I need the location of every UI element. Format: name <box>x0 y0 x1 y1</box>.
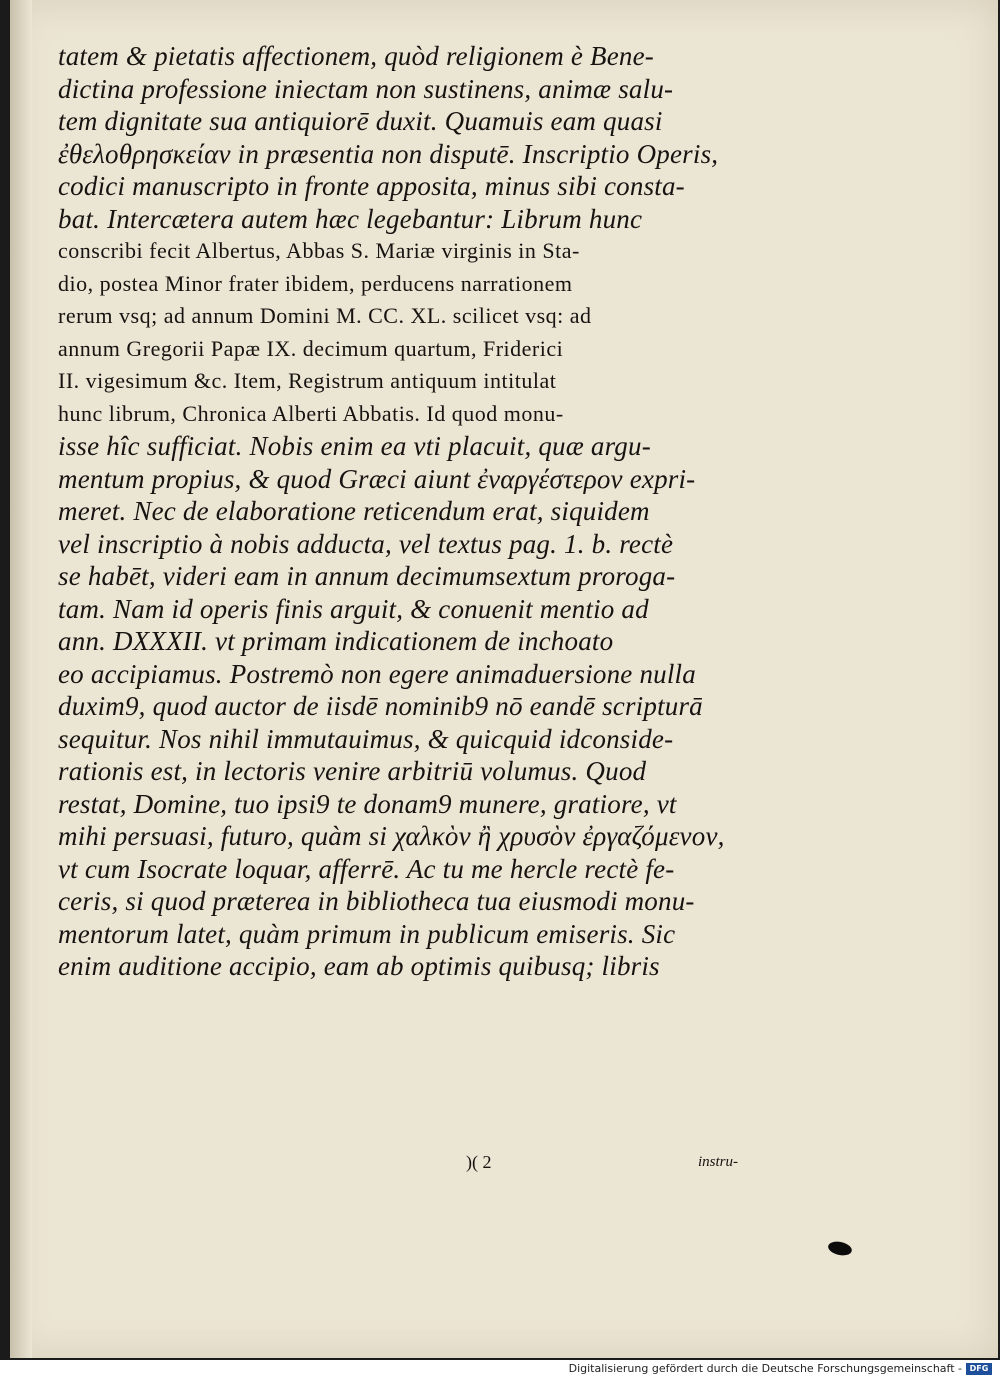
text-line: isse hîc sufficiat. Nobis enim ea vti placuit, quæ argu- <box>58 431 651 461</box>
text-line: ceris, si quod præterea in bibliotheca tua eiusmodi monu- <box>58 886 695 916</box>
text-line: rationis est, in lectoris venire arbitriū volumus. Quod <box>58 756 647 786</box>
scanned-page <box>10 0 998 1358</box>
credit-bar <box>0 1360 1000 1378</box>
text-line: conscribi fecit Albertus, Abbas S. Mariæ virginis in Sta- <box>58 238 580 263</box>
text-line: II. vigesimum &c. Item, Registrum antiquum intitulat <box>58 368 557 393</box>
text-line: rerum vsq; ad annum Domini M. CC. XL. scilicet vsq: ad <box>58 303 592 328</box>
text-line: vt cum Isocrate loquar, afferrē. Ac tu me hercle rectè fe- <box>58 853 675 884</box>
text-line: mentum propius, & quod Græci aiunt ἐναργέστερον expri- <box>58 463 696 494</box>
catchword: instru- <box>697 1154 738 1170</box>
text-line: dictina professione iniectam non sustinens, animæ salu- <box>58 73 674 104</box>
text-line: sequitur. Nos nihil immutauimus, & quicquid idconside- <box>58 723 674 754</box>
text-line: mentorum latet, quàm primum in publicum emiseris. Sic <box>58 918 676 949</box>
text-line: enim auditione accipio, eam ab optimis quibusq; libris <box>58 951 660 981</box>
page-gutter <box>10 0 32 1358</box>
text-line: annum Gregorii Papæ IX. decimum quartum, Friderici <box>58 335 564 361</box>
text-line: bat. Intercætera autem hæc legebantur: Librum hunc <box>58 203 643 234</box>
text-line: tam. Nam id operis finis arguit, & conuenit mentio ad <box>58 593 649 624</box>
text-line: restat, Domine, tuo ipsi9 te donam9 munere, gratiore, vt <box>58 788 677 819</box>
ink-blot <box>827 1240 853 1258</box>
page-footer <box>58 1152 738 1178</box>
text-line: dio, postea Minor frater ibidem, perducens narrationem <box>58 270 573 296</box>
text-line: tem dignitate sua antiquiorē duxit. Quamuis eam quasi <box>58 106 663 136</box>
dfg-logo[interactable]: DFG <box>966 1363 992 1375</box>
signature-mark: )( 2 <box>466 1152 492 1172</box>
text-line: se habēt, videri eam in annum decimumsextum proroga- <box>58 561 676 591</box>
text-line: vel inscriptio à nobis adducta, vel textus pag. 1. b. rectè <box>58 528 674 559</box>
credit-text: Digitalisierung gefördert durch die Deutsche Forschungsgemeinschaft - <box>568 1362 962 1375</box>
text-line: codici manuscripto in fronte apposita, minus sibi consta- <box>58 171 685 201</box>
text-line: eo accipiamus. Postremò non egere animaduersione nulla <box>58 658 696 689</box>
text-line: duxim9, quod auctor de iisdē nominib9 nō eandē scripturā <box>58 691 703 721</box>
page-text <box>58 40 758 983</box>
text-line: ann. DXXXII. vt primam indicationem de inchoato <box>58 626 614 656</box>
text-line: tatem & pietatis affectionem, quòd religionem è Bene- <box>58 41 654 71</box>
text-line: ἐθελοθρησκείαν in præsentia non disputē. Inscriptio Operis, <box>58 138 719 169</box>
text-line: meret. Nec de elaboratione reticendum erat, siquidem <box>58 496 650 526</box>
text-line: hunc librum, Chronica Alberti Abbatis. Id quod monu- <box>58 400 564 426</box>
text-line: mihi persuasi, futuro, quàm si χαλκὸν ἢ χρυσὸν ἐργαζόμενον, <box>58 821 725 851</box>
